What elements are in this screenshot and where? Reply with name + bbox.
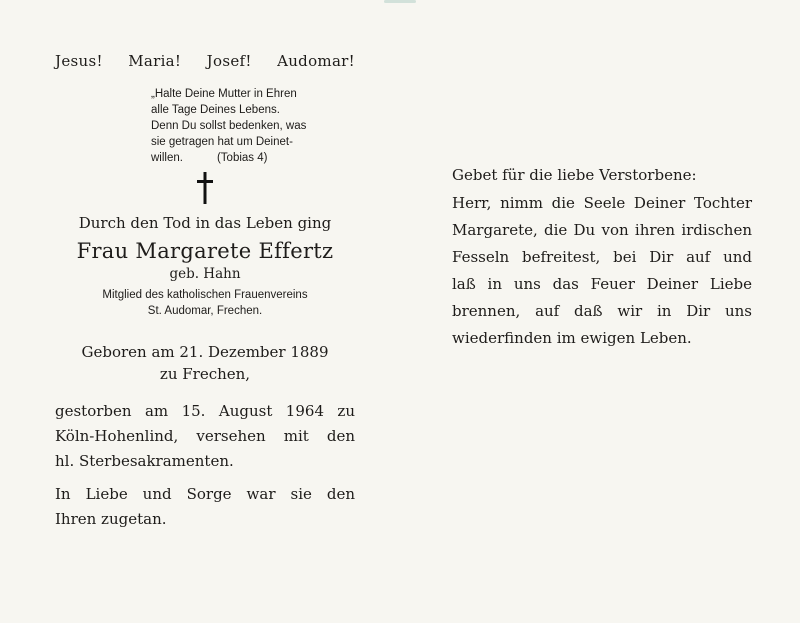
prayer-line: Margarete, die Du von ihren irdischen [452,221,752,239]
birth-line: zu Frechen, [159,365,251,383]
invocation-line [55,52,355,70]
death-line: hl. Sterbesakramenten. [55,452,234,470]
invocation-josef: Josef! [206,52,252,70]
birth-info [55,341,355,385]
quote-line: sie getragen hat um Deinet- [151,136,293,148]
deceased-name: Frau Margarete Effertz [76,239,334,263]
dedication-text [55,482,355,532]
dedication-line: Ihren zugetan. [55,510,167,528]
invocation-maria: Maria! [128,52,182,70]
prayer-text [452,190,752,352]
prayer-line: Herr, nimm die Seele Deiner Tochter [452,194,752,212]
maiden-name: geb. Hahn [169,266,241,282]
prayer-title: Gebet für die liebe Verstorbene: [452,166,697,184]
death-info [55,399,355,474]
prayer-line: Fesseln befreitest, bei Dir auf und [452,248,752,266]
prayer-line: laß in uns das Feuer Deiner Liebe [452,275,752,293]
dedication-line: In Liebe und Sorge war sie den [55,485,355,503]
intro-text: Durch den Tod in das Leben ging [78,214,332,232]
death-line: Köln-Hohenlind, versehen mit den [55,427,355,445]
birth-line: Geboren am 21. Dezember 1889 [81,343,329,361]
membership-line: Mitglied des katholischen Frauenvereins [102,289,308,301]
bible-quote [151,86,355,166]
quote-line: alle Tage Deines Lebens. [151,104,280,116]
death-line: gestorben am 15. August 1964 zu [55,402,355,420]
quote-line-last [151,150,355,166]
invocation-audomar: Audomar! [277,52,355,70]
membership-note [55,287,355,319]
quote-reference: (Tobias 4) [216,152,268,164]
right-panel [452,166,752,352]
invocation-jesus: Jesus! [55,52,103,70]
quote-line: willen. [151,152,183,164]
prayer-line: wiederfinden im ewigen Leben. [452,329,692,347]
left-panel [55,52,355,532]
scan-mark [384,0,416,3]
cross-icon [55,172,355,208]
quote-line: Denn Du sollst bedenken, was [151,120,307,132]
quote-line: „Halte Deine Mutter in Ehren [151,88,297,100]
membership-line: St. Audomar, Frechen. [147,305,263,317]
prayer-line: brennen, auf daß wir in Dir uns [452,302,752,320]
